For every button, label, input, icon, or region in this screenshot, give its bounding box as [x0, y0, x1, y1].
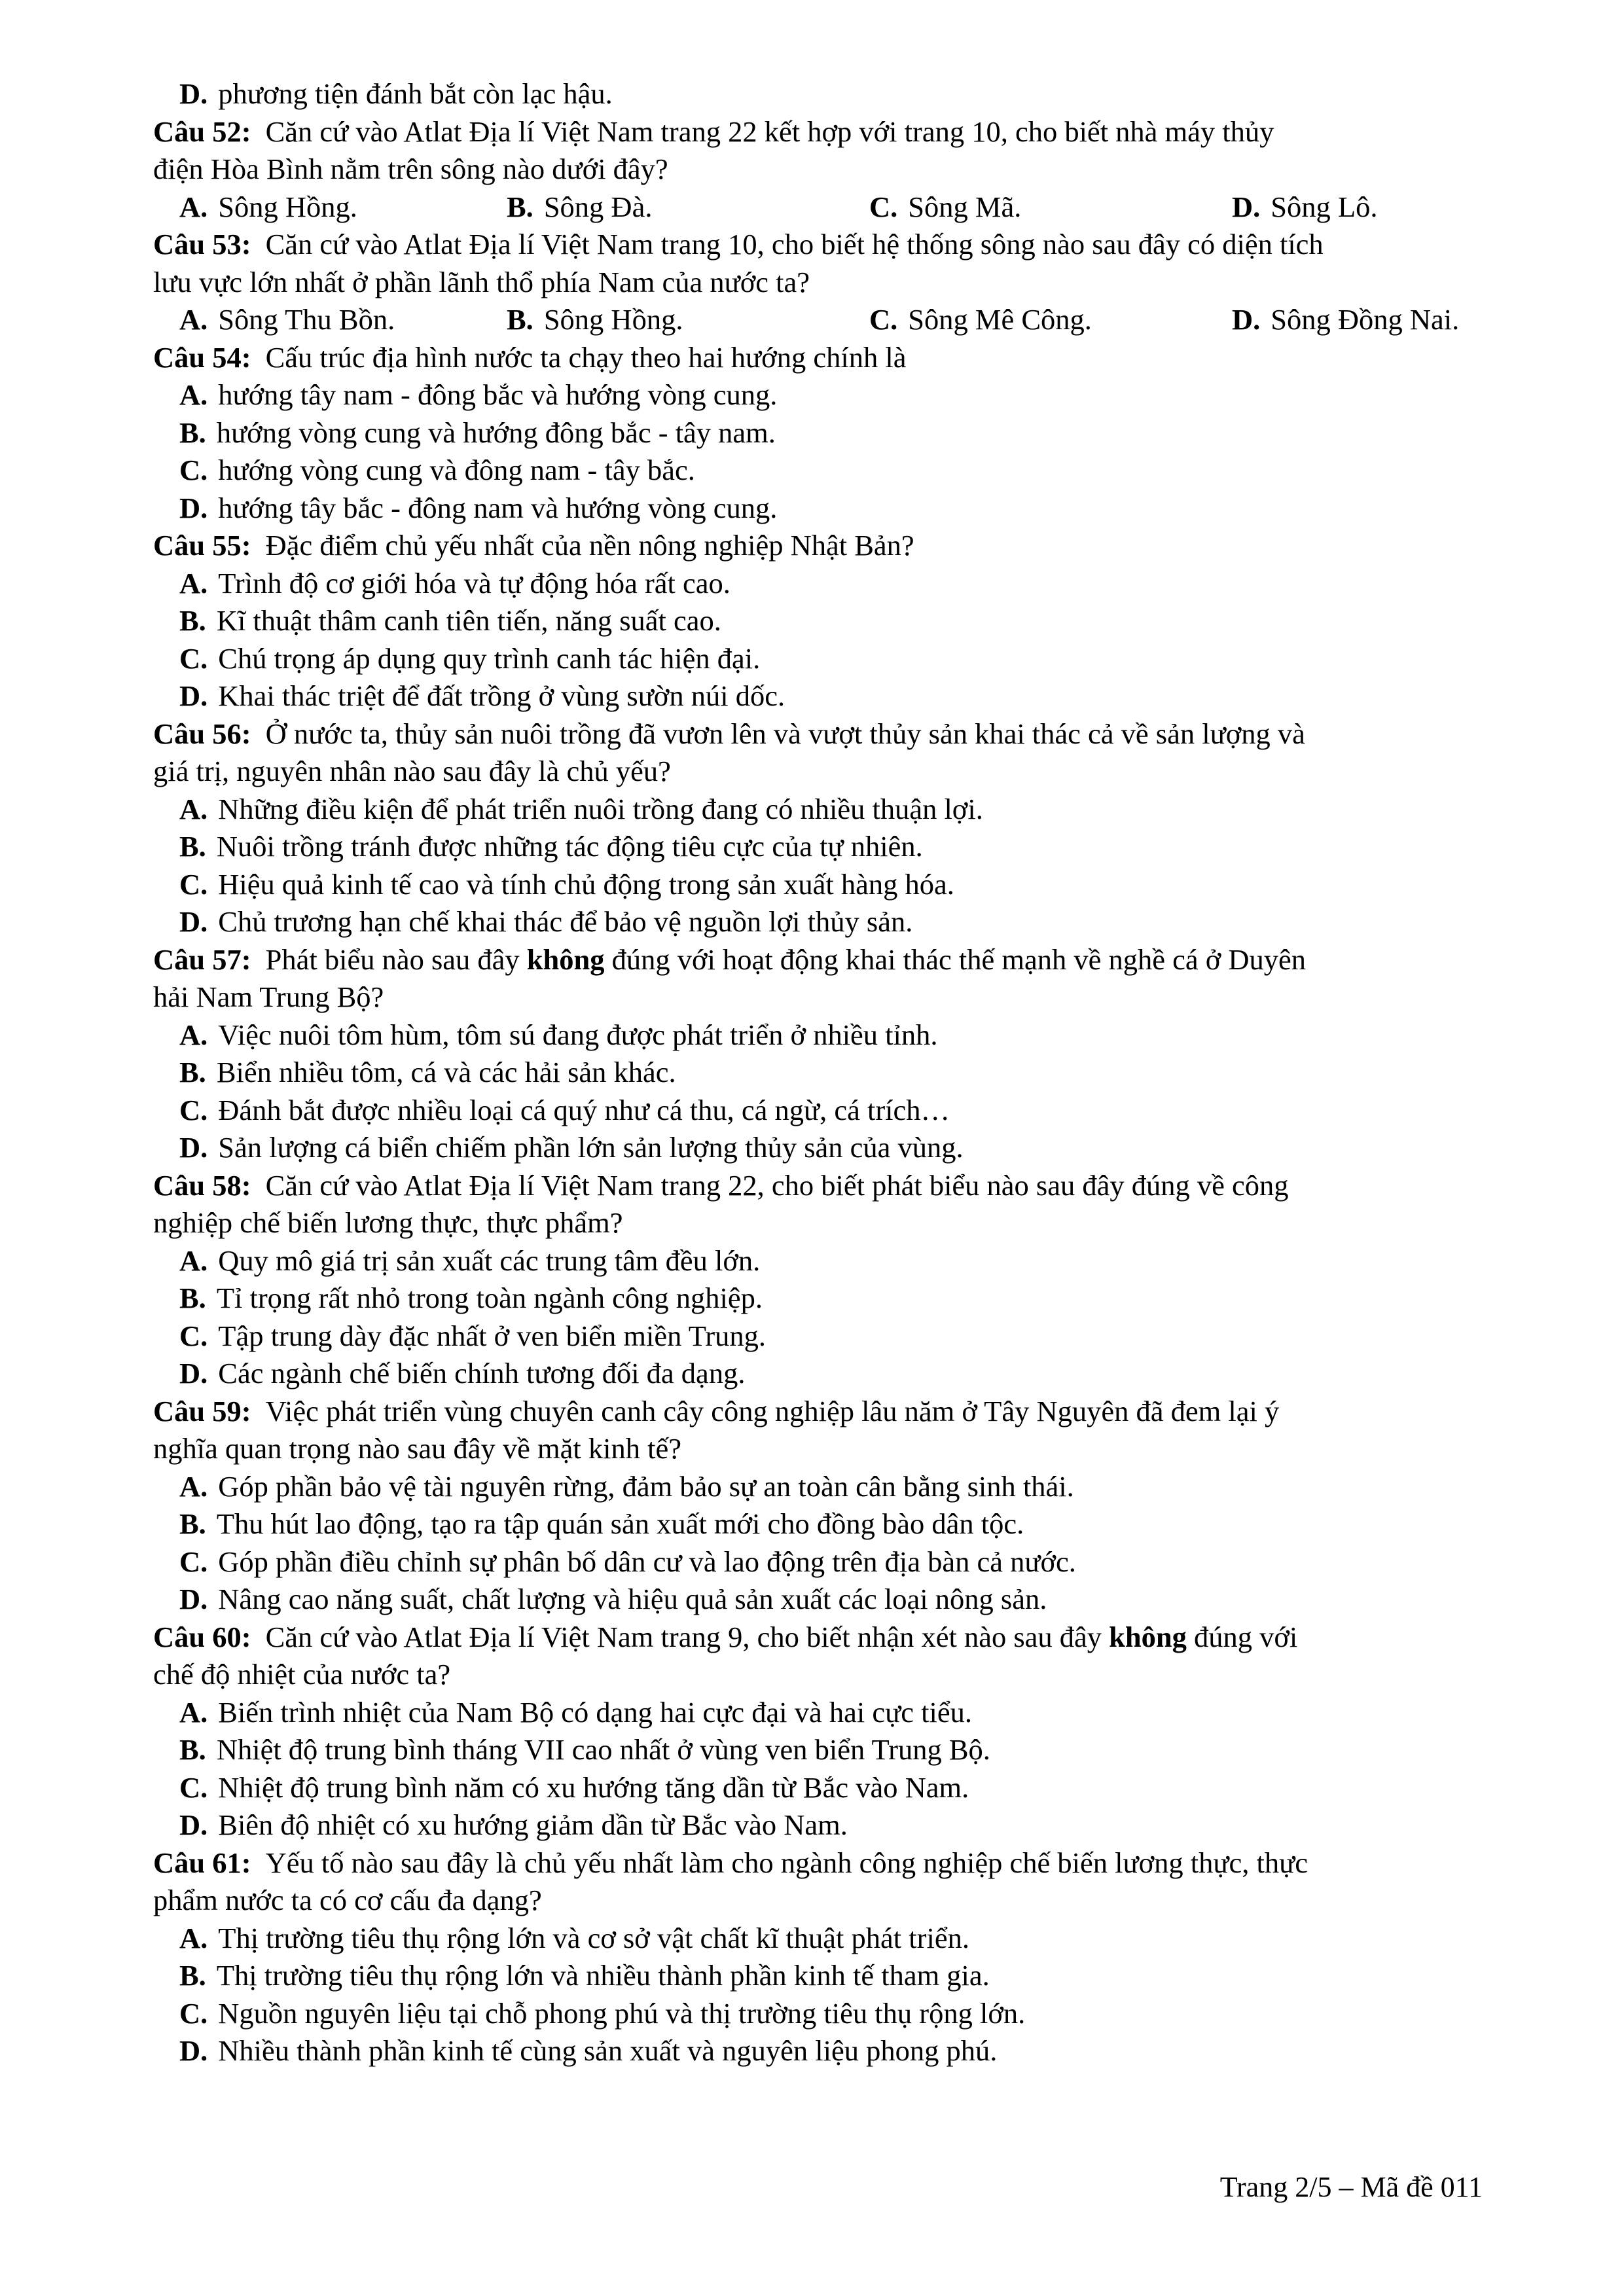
option-text: Đánh bắt được nhiều loại cá quý như cá thu, cá ngừ, cá trích…: [218, 1093, 950, 1126]
option-text: Sông Lô.: [1271, 190, 1378, 223]
question-52: [153, 113, 1489, 226]
question-text-cont: nghiệp chế biến lương thực, thực phẩm?: [153, 1206, 623, 1239]
option-a: [153, 1016, 1489, 1054]
option-a: [179, 188, 507, 226]
question-emphasis: không: [1109, 1620, 1187, 1653]
option-b: [153, 602, 1489, 640]
option-text: Nguồn nguyên liệu tại chỗ phong phú và thị trường tiêu thụ rộng lớn.: [218, 1996, 1026, 2030]
option-d: [153, 490, 1489, 528]
option-c: [153, 640, 1489, 678]
question-label: Câu 56:: [153, 717, 251, 750]
option-letter: D.: [179, 905, 208, 938]
option-c: [153, 452, 1489, 490]
option-b: [153, 1957, 1489, 1995]
option-b: [153, 1054, 1489, 1092]
option-b: [153, 1280, 1489, 1318]
option-letter: B.: [179, 1733, 206, 1766]
question-55: [153, 527, 1489, 715]
option-letter: B.: [179, 1959, 206, 1992]
option-letter: A.: [179, 566, 208, 600]
option-letter: C.: [179, 1093, 208, 1126]
option-text: Biên độ nhiệt có xu hướng giảm dần từ Bắc vào Nam.: [218, 1808, 848, 1841]
option-a: [153, 1920, 1489, 1958]
question-text: Căn cứ vào Atlat Địa lí Việt Nam trang 9, cho biết nhận xét nào sau đây: [265, 1620, 1102, 1653]
option-text: Nâng cao năng suất, chất lượng và hiệu quả sản xuất các loại nông sản.: [218, 1583, 1047, 1615]
question-emphasis: không: [526, 942, 605, 976]
option-letter: B.: [179, 1056, 206, 1088]
question-text-cont: chế độ nhiệt của nước ta?: [153, 1658, 451, 1691]
option-d: [153, 903, 1489, 941]
option-a: [153, 565, 1489, 603]
option-text: Tỉ trọng rất nhỏ trong toàn ngành công nghiệp.: [216, 1282, 763, 1314]
option-c: [869, 301, 1232, 339]
option-c: [153, 1318, 1489, 1355]
option-b: [153, 1731, 1489, 1769]
question-text: Căn cứ vào Atlat Địa lí Việt Nam trang 22 kết hợp với trang 10, cho biết nhà máy thủy: [265, 115, 1274, 148]
option-text: Chủ trương hạn chế khai thác để bảo vệ nguồn lợi thủy sản.: [218, 905, 913, 938]
option-letter: A.: [179, 1018, 208, 1051]
option-text: Nhiều thành phần kinh tế cùng sản xuất và nguyên liệu phong phú.: [218, 2034, 998, 2067]
option-text: Hiệu quả kinh tế cao và tính chủ động trong sản xuất hàng hóa.: [218, 867, 954, 901]
option-text: Nuôi trồng tránh được những tác động tiêu cực của tự nhiên.: [216, 830, 923, 863]
question-text: Đặc điểm chủ yếu nhất của nền nông nghiệp Nhật Bản?: [265, 529, 914, 562]
option-text: Sông Mã.: [908, 190, 1022, 223]
option-letter: D.: [179, 1583, 208, 1615]
question-label: Câu 52:: [153, 115, 251, 148]
question-58: [153, 1167, 1489, 1393]
option-text: Sông Hồng.: [218, 190, 357, 223]
question-label: Câu 60:: [153, 1620, 251, 1653]
option-letter: C.: [869, 190, 898, 223]
option-letter: B.: [507, 190, 533, 223]
option-b: [153, 414, 1489, 452]
option-letter: A.: [179, 378, 208, 411]
option-letter: A.: [179, 303, 208, 336]
option-letter: B.: [179, 1507, 206, 1540]
option-letter: B.: [179, 604, 206, 637]
option-d: [153, 677, 1489, 715]
question-57: [153, 941, 1489, 1167]
option-letter: C.: [179, 1319, 208, 1352]
question-text-cont: phẩm nước ta có cơ cấu đa dạng?: [153, 1884, 542, 1916]
option-text: hướng vòng cung và hướng đông bắc - tây nam.: [216, 416, 776, 449]
option-text: hướng vòng cung và đông nam - tây bắc.: [218, 454, 695, 486]
option-a: [179, 301, 507, 339]
option-letter: C.: [869, 303, 898, 336]
option-a: [153, 1694, 1489, 1732]
option-d: [1232, 188, 1377, 226]
question-label: Câu 53:: [153, 228, 251, 260]
option-letter: C.: [179, 641, 208, 675]
option-text: Góp phần bảo vệ tài nguyên rừng, đảm bảo sự an toàn cân bằng sinh thái.: [218, 1469, 1074, 1503]
option-letter: D.: [179, 1357, 208, 1390]
question-label: Câu 59:: [153, 1394, 251, 1427]
question-text-cont: hải Nam Trung Bộ?: [153, 980, 384, 1013]
option-letter: D.: [1232, 190, 1261, 223]
question-label: Câu 57:: [153, 942, 251, 976]
question-label: Câu 61:: [153, 1846, 251, 1879]
option-letter: A.: [179, 1921, 208, 1954]
options-row: [153, 301, 1489, 339]
option-letter: B.: [179, 830, 206, 863]
option-d: [153, 1355, 1489, 1393]
option-text: Các ngành chế biến chính tương đối đa dạng.: [218, 1357, 746, 1390]
option-d: [153, 1806, 1489, 1844]
option-text: hướng tây nam - đông bắc và hướng vòng cung.: [218, 378, 778, 411]
option-text: Trình độ cơ giới hóa và tự động hóa rất cao.: [218, 566, 731, 600]
option-c: [153, 1543, 1489, 1581]
option-text: Thị trường tiêu thụ rộng lớn và nhiều thành phần kinh tế tham gia.: [216, 1959, 990, 1992]
option-text: Nhiệt độ trung bình năm có xu hướng tăng dần từ Bắc vào Nam.: [218, 1770, 969, 1804]
question-text: Ở nước ta, thủy sản nuôi trồng đã vươn lên và vượt thủy sản khai thác cả về sản lượng và: [265, 717, 1305, 750]
option-text: Nhiệt độ trung bình tháng VII cao nhất ở vùng ven biển Trung Bộ.: [216, 1733, 990, 1766]
option-c: [869, 188, 1232, 226]
option-text: phương tiện đánh bắt còn lạc hậu.: [218, 77, 613, 110]
option-letter: B.: [179, 1282, 206, 1314]
question-54: [153, 339, 1489, 528]
option-letter: B.: [507, 303, 533, 336]
question-text: Yếu tố nào sau đây là chủ yếu nhất làm cho ngành công nghiệp chế biến lương thực, thực: [265, 1846, 1308, 1879]
option-b: [153, 828, 1489, 866]
question-text: đúng với: [1194, 1620, 1298, 1653]
option-c: [153, 1092, 1489, 1130]
option-letter: A.: [179, 792, 208, 825]
option-text: Biển nhiều tôm, cá và các hải sản khác.: [216, 1056, 676, 1088]
question-label: Câu 58:: [153, 1168, 251, 1202]
option-letter: C.: [179, 1996, 208, 2030]
option-text: Sông Thu Bồn.: [218, 303, 395, 336]
options-row: [153, 188, 1489, 226]
option-text: Tập trung dày đặc nhất ở ven biển miền Trung.: [218, 1319, 767, 1352]
option-d: [1232, 301, 1459, 339]
question-label: Câu 54:: [153, 340, 251, 374]
question-text: Căn cứ vào Atlat Địa lí Việt Nam trang 10, cho biết hệ thống sông nào sau đây có diện tích: [265, 228, 1324, 260]
question-label: Câu 55:: [153, 529, 251, 562]
question-61: [153, 1844, 1489, 2070]
option-letter: D.: [179, 2034, 208, 2067]
option-b: [153, 1505, 1489, 1543]
option-letter: B.: [179, 416, 206, 449]
option-a: [153, 376, 1489, 414]
option-text: Thị trường tiêu thụ rộng lớn và cơ sở vật chất kĩ thuật phát triển.: [218, 1921, 969, 1954]
option-text: Sông Đà.: [543, 190, 653, 223]
option-text: Góp phần điều chỉnh sự phân bố dân cư và lao động trên địa bàn cả nước.: [218, 1545, 1076, 1578]
option-letter: C.: [179, 1770, 208, 1804]
question-text: Việc phát triển vùng chuyên canh cây công nghiệp lâu năm ở Tây Nguyên đã đem lại ý: [265, 1394, 1280, 1427]
question-text-cont: nghĩa quan trọng nào sau đây về mặt kinh tế?: [153, 1432, 681, 1465]
option-text: Biến trình nhiệt của Nam Bộ có dạng hai cực đại và hai cực tiểu.: [218, 1695, 972, 1729]
option-d: [153, 1581, 1489, 1619]
option-a: [153, 1468, 1489, 1506]
question-text-cont: lưu vực lớn nhất ở phần lãnh thổ phía Nam của nước ta?: [153, 265, 810, 298]
option-text: Kĩ thuật thâm canh tiên tiến, năng suất cao.: [216, 604, 721, 637]
option-letter: D.: [179, 1131, 208, 1164]
option-letter: D.: [179, 491, 208, 524]
question-text: Căn cứ vào Atlat Địa lí Việt Nam trang 22, cho biết phát biểu nào sau đây đúng về công: [265, 1168, 1289, 1202]
question-text-cont: giá trị, nguyên nhân nào sau đây là chủ yếu?: [153, 755, 671, 787]
option-d: [153, 1129, 1489, 1167]
option-text: Thu hút lao động, tạo ra tập quán sản xuất mới cho đồng bào dân tộc.: [216, 1507, 1024, 1540]
question-text: đúng với hoạt động khai thác thế mạnh về nghề cá ở Duyên: [611, 942, 1307, 976]
option-letter: A.: [179, 1695, 208, 1729]
option-c: [153, 1995, 1489, 2033]
page-footer: Trang 2/5 – Mã đề 011: [1219, 2171, 1483, 2203]
option-letter: C.: [179, 454, 208, 486]
option-letter: D.: [179, 679, 208, 712]
question-56: [153, 715, 1489, 941]
option-letter: C.: [179, 1545, 208, 1578]
question-60: [153, 1619, 1489, 1844]
option-text: Chú trọng áp dụng quy trình canh tác hiện đại.: [218, 641, 761, 675]
option-letter: A.: [179, 1469, 208, 1503]
question-text: Cấu trúc địa hình nước ta chạy theo hai hướng chính là: [265, 340, 907, 374]
option-a: [153, 791, 1489, 829]
question-59: [153, 1393, 1489, 1619]
option-a: [153, 1242, 1489, 1280]
option-c: [153, 866, 1489, 904]
option-b: [507, 188, 869, 226]
option-text: Khai thác triệt để đất trồng ở vùng sườn núi dốc.: [218, 679, 785, 712]
option-letter: D.: [179, 77, 208, 110]
option-letter: C.: [179, 867, 208, 901]
option-letter: D.: [1232, 303, 1261, 336]
exam-page: [153, 75, 1489, 2070]
question-text: Phát biểu nào sau đây: [265, 942, 520, 976]
question-53: [153, 226, 1489, 339]
option-letter: A.: [179, 1244, 208, 1277]
option-text: Sông Hồng.: [543, 303, 683, 336]
option-text: Sông Mê Công.: [908, 303, 1092, 336]
option-d: [153, 2032, 1489, 2070]
option-text: Những điều kiện để phát triển nuôi trồng đang có nhiều thuận lợi.: [218, 792, 983, 825]
option-text: Quy mô giá trị sản xuất các trung tâm đều lớn.: [218, 1244, 761, 1277]
option-text: hướng tây bắc - đông nam và hướng vòng cung.: [218, 491, 778, 524]
question-text-cont: điện Hòa Bình nằm trên sông nào dưới đây?: [153, 152, 668, 185]
option-letter: D.: [179, 1808, 208, 1841]
option-d-q51: [153, 75, 1489, 113]
option-text: Sông Đồng Nai.: [1271, 303, 1460, 336]
option-b: [507, 301, 869, 339]
option-letter: A.: [179, 190, 208, 223]
option-c: [153, 1769, 1489, 1807]
option-text: Sản lượng cá biển chiếm phần lớn sản lượng thủy sản của vùng.: [218, 1131, 964, 1164]
option-text: Việc nuôi tôm hùm, tôm sú đang được phát triển ở nhiều tỉnh.: [218, 1018, 938, 1051]
